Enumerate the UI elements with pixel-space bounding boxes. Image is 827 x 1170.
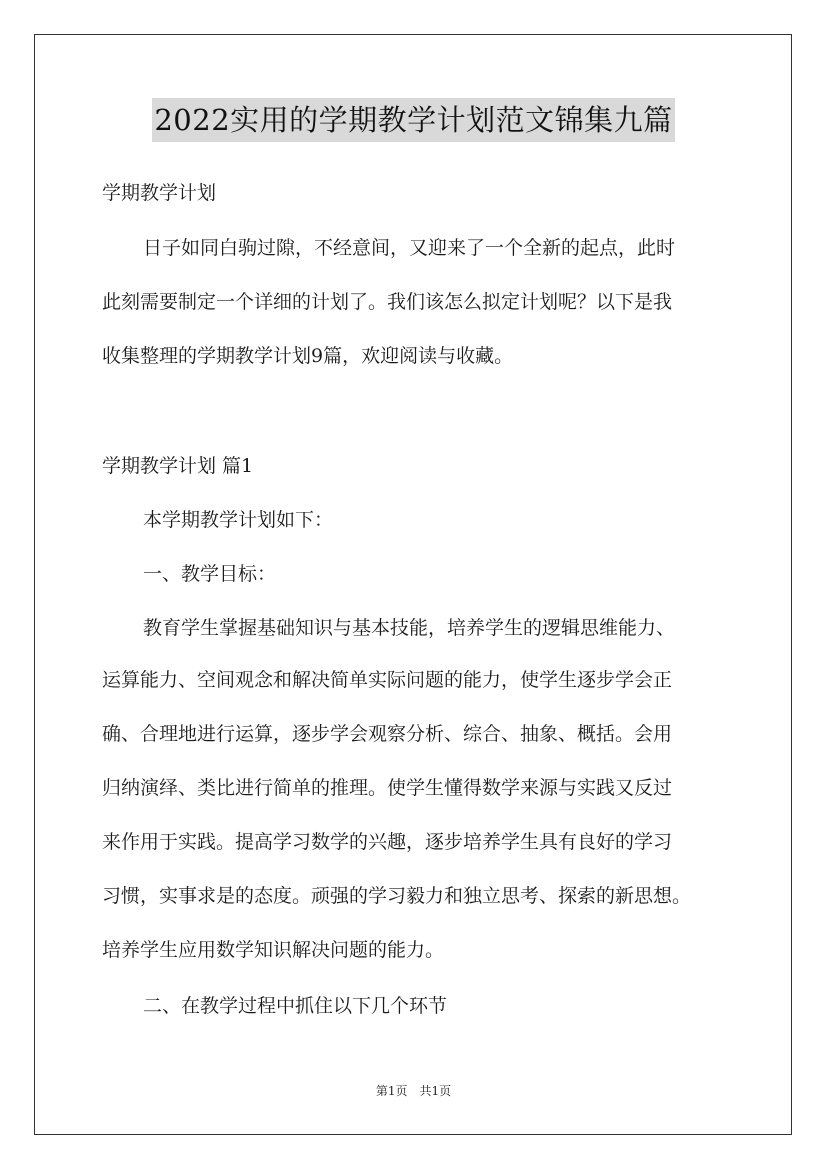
document-title: 2022实用的学期教学计划范文锦集九篇	[152, 98, 674, 142]
page-footer	[0, 1083, 827, 1099]
paragraph-line: 日子如同白驹过隙，不经意间，又迎来了一个全新的起点，此时	[143, 237, 676, 259]
paragraph-line: 确、合理地进行运算，逐步学会观察分析、综合、抽象、概括。会用	[102, 723, 673, 745]
list-heading: 二、在教学过程中抓住以下几个环节	[143, 995, 448, 1017]
section-heading: 学期教学计划	[102, 182, 217, 204]
section-heading: 学期教学计划 篇1	[102, 455, 254, 477]
page-total: 共1页	[419, 1084, 452, 1098]
paragraph-line: 培养学生应用数学知识解决问题的能力。	[102, 939, 445, 961]
paragraph-line: 习惯，实事求是的态度。顽强的学习毅力和独立思考、探索的新思想。	[102, 885, 692, 907]
list-heading: 一、教学目标：	[143, 563, 277, 585]
paragraph-line: 本学期教学计划如下：	[143, 509, 334, 531]
paragraph-line: 收集整理的学期教学计划9篇，欢迎阅读与收藏。	[102, 345, 514, 367]
paragraph-line: 来作用于实践。提高学习数学的兴趣，逐步培养学生具有良好的学习	[102, 831, 673, 853]
paragraph-line: 归纳演绎、类比进行简单的推理。使学生懂得数学来源与实践又反过	[102, 777, 673, 799]
page-number: 第1页	[375, 1084, 408, 1098]
title-container	[0, 98, 827, 142]
paragraph-line: 此刻需要制定一个详细的计划了。我们该怎么拟定计划呢？以下是我	[102, 291, 673, 313]
paragraph-line: 运算能力、空间观念和解决简单实际问题的能力，使学生逐步学会正	[102, 669, 673, 691]
paragraph-line: 教育学生掌握基础知识与基本技能，培养学生的逻辑思维能力、	[143, 617, 676, 639]
